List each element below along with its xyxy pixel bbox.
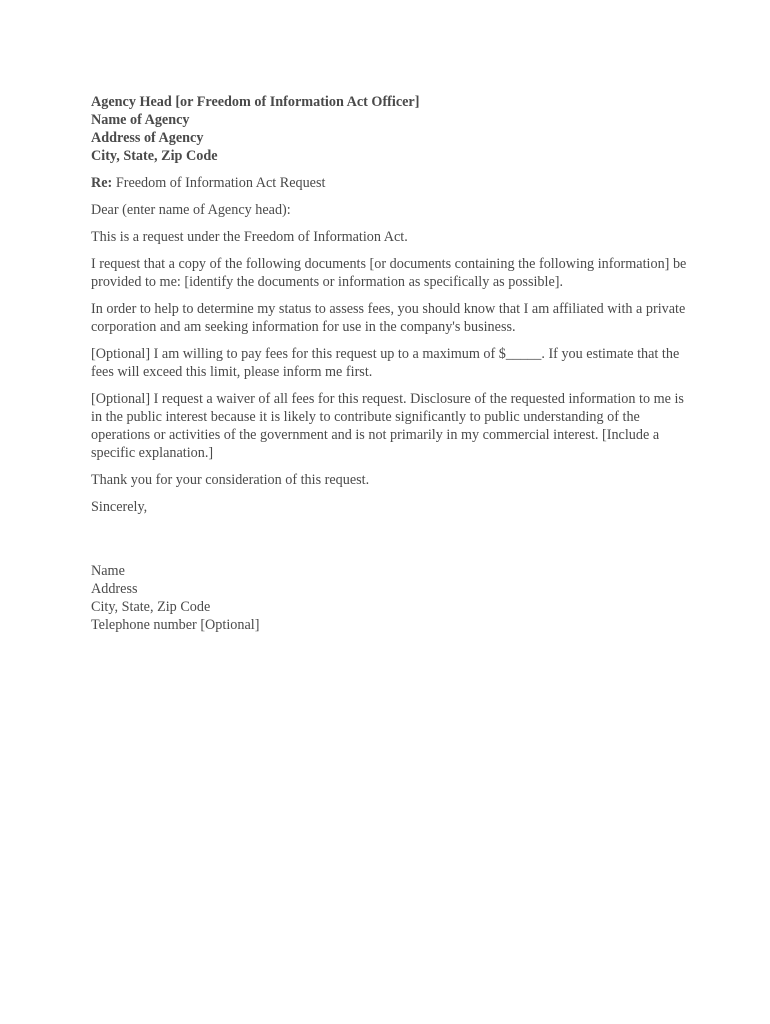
recipient-agency-address: Address of Agency xyxy=(91,130,204,146)
paragraph-fee-waiver: [Optional] I request a waiver of all fees for this request. Disclosure of the requested information to me is in the public interest because it is likely to contribute significantly to public understanding of the operations or activities of the government and is not primarily in my commercial interest. [Include a specific explanation.] xyxy=(91,391,684,461)
signature-name: Name xyxy=(91,563,125,579)
recipient-agency-name: Name of Agency xyxy=(91,112,190,128)
recipient-title: Agency Head [or Freedom of Information Act Officer] xyxy=(91,94,420,110)
greeting: Dear (enter name of Agency head): xyxy=(91,202,291,218)
recipient-city-state-zip: City, State, Zip Code xyxy=(91,148,218,164)
recipient-address-block xyxy=(91,93,691,165)
paragraph-fee-status: In order to help to determine my status to assess fees, you should know that I am affiliated with a private corporation and am seeking information for use in the company's business. xyxy=(91,301,686,335)
paragraph-thank-you: Thank you for your consideration of this request. xyxy=(91,472,370,488)
letter-body xyxy=(91,93,691,634)
signature-city-state-zip: City, State, Zip Code xyxy=(91,599,211,615)
signature-telephone: Telephone number [Optional] xyxy=(91,617,260,633)
paragraph-documents-request: I request that a copy of the following documents [or documents containing the following information] be provided to me: [identify the documents or information as specifically as possible]. xyxy=(91,256,687,290)
subject-text: Freedom of Information Act Request xyxy=(112,175,326,191)
paragraph-fee-limit: [Optional] I am willing to pay fees for this request up to a maximum of $_____. If you estimate that the fees will exceed this limit, please inform me first. xyxy=(91,346,680,380)
subject-line xyxy=(91,174,691,192)
signature-address: Address xyxy=(91,581,138,597)
paragraph-request-intro: This is a request under the Freedom of Information Act. xyxy=(91,229,408,245)
subject-label: Re: xyxy=(91,175,113,191)
signature-block xyxy=(91,562,691,634)
closing: Sincerely, xyxy=(91,499,148,515)
signature-gap xyxy=(91,525,691,562)
